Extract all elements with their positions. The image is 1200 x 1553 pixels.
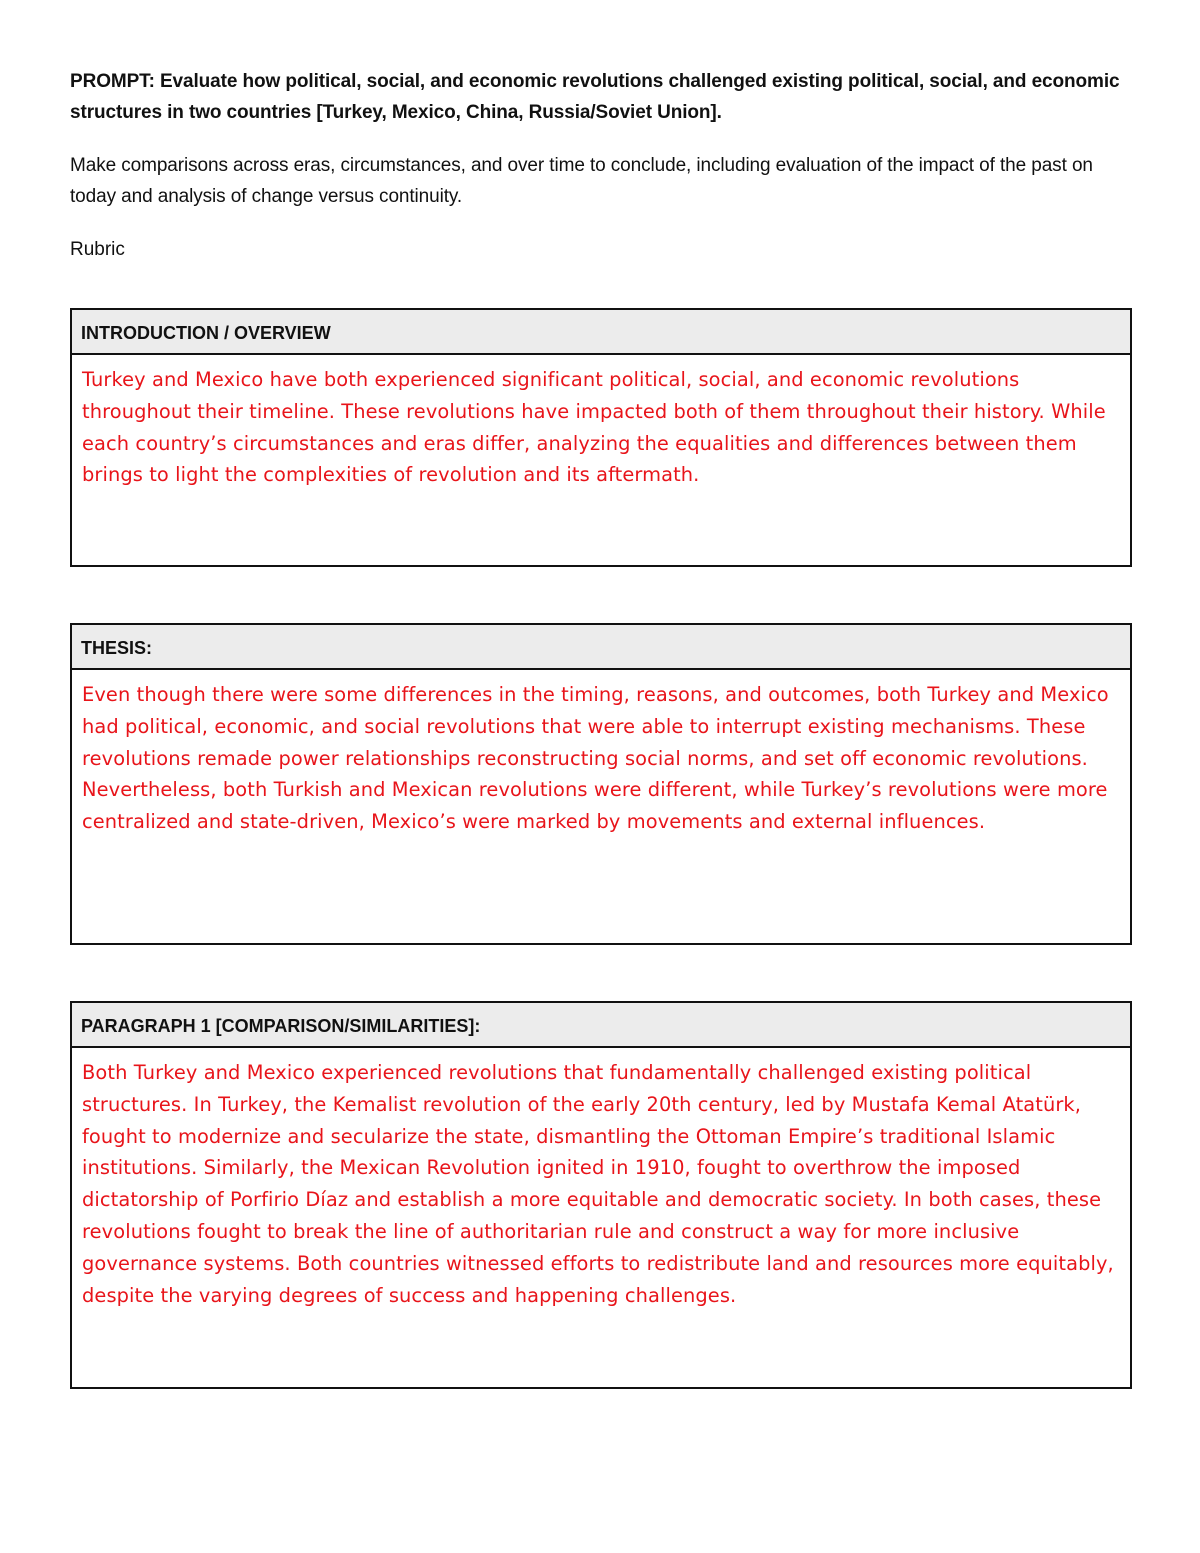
introduction-heading: INTRODUCTION / OVERVIEW [72, 310, 1130, 355]
rubric-label: Rubric [70, 239, 125, 260]
thesis-heading: THESIS: [72, 625, 1130, 670]
paragraph-1-box [70, 1001, 1132, 1389]
thesis-body[interactable]: Even though there were some differences in the timing, reasons, and outcomes, both Turkey and Mexico had political, economic, and social revolutions that were able to interrupt existing mechanisms. These revolutions remade power relationships reconstructing social norms, and set off economic revolutions. Nevertheless, both Turkish and Mexican revolutions were different, while Turkey’s revolutions were more centralized and state-driven, Mexico’s were marked by movements and external influences. [82, 683, 1109, 834]
introduction-box [70, 308, 1132, 567]
thesis-box [70, 623, 1132, 945]
prompt-text: PROMPT: Evaluate how political, social, and economic revolutions challenged existing political, social, and economic structures in two countries [Turkey, Mexico, China, Russia/Soviet Union]. [70, 71, 1120, 123]
introduction-body[interactable]: Turkey and Mexico have both experienced significant political, social, and economic revolutions throughout their timeline. These revolutions have impacted both of them throughout their history. While each country’s circumstances and eras differ, analyzing the equalities and differences between them brings to light the complexities of revolution and its aftermath. [82, 368, 1106, 487]
instructions-text: Make comparisons across eras, circumstances, and over time to conclude, including evaluation of the impact of the past on today and analysis of change versus continuity. [70, 155, 1093, 207]
paragraph-1-heading: PARAGRAPH 1 [COMPARISON/SIMILARITIES]: [72, 1003, 1130, 1048]
prompt-section [70, 66, 1132, 265]
paragraph-1-body[interactable]: Both Turkey and Mexico experienced revolutions that fundamentally challenged existing political structures. In Turkey, the Kemalist revolution of the early 20th century, led by Mustafa Kemal Atatürk, fought to modernize and secularize the state, dismantling the Ottoman Empire’s traditional Islamic institutions. Similarly, the Mexican Revolution ignited in 1910, fought to overthrow the imposed dictatorship of Porfirio Díaz and establish a more equitable and democratic society. In both cases, these revolutions fought to break the line of authoritarian rule and construct a way for more inclusive governance systems. Both countries witnessed efforts to redistribute land and resources more equitably, despite the varying degrees of success and happening challenges. [82, 1061, 1114, 1307]
